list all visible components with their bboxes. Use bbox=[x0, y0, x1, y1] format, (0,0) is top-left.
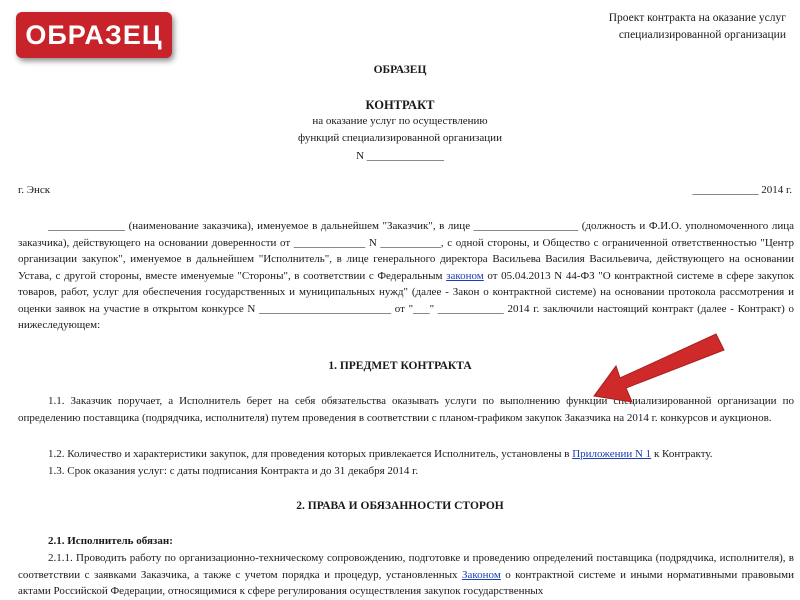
header-right: Проект контракта на оказание услуг специализированной организации bbox=[608, 12, 786, 41]
paragraph-2-1-1 bbox=[18, 550, 794, 600]
doc-title: КОНТРАКТ bbox=[365, 98, 435, 112]
doc-subtitle-2: функций специализированной организации bbox=[298, 132, 502, 144]
doc-subtitle-1: на оказание услуг по осуществлению bbox=[312, 115, 488, 127]
subsection-2-1: 2.1. Исполнитель обязан: bbox=[48, 535, 173, 547]
intro-paragraph bbox=[18, 218, 794, 334]
law-link[interactable]: законом bbox=[446, 269, 484, 282]
p1-2-text-1: 1.2. Количество и характеристики закупок, для проведения которых привлекается Исполнитель, установлены в bbox=[48, 448, 573, 460]
doc-label: ОБРАЗЕЦ bbox=[373, 64, 427, 76]
paragraph-1-2 bbox=[18, 446, 794, 463]
date-line: ____________ 2014 г. bbox=[692, 184, 792, 196]
intro-text-1: ______________ (наименование заказчика), именуемое в дальнейшем "Заказчик", в лице ___________________ (должность и Ф.И.О. уполномоченного лица заказчика), действующего на основании доверенности от _____________ N ___________, с одной стороны, и Общество с ограниченной ответственностью "Центр организации закупок", именуемое в дальнейшем "Исполнитель", в лице генерального директора Васильева Василия Васильевича, действующего на основании Устава, с другой стороны, вместе именуемые "Стороны", в соответствии с Федеральным bbox=[18, 220, 794, 282]
section-1-heading: 1. ПРЕДМЕТ КОНТРАКТА bbox=[328, 360, 472, 372]
red-arrow-icon bbox=[590, 330, 730, 410]
p2-1-1-text-2: о контрактной системе и иными нормативными правовыми актами Российской Федерации, относящимися к сфере регулирования осуществления закупок государственных bbox=[18, 568, 794, 597]
obrazets-stamp: ОБРАЗЕЦ bbox=[16, 12, 172, 58]
paragraph-1-1: 1.1. Заказчик поручает, а Исполнитель берет на себя обязательства оказывать услуги по выполнению функций специализированной организации по определению поставщика (подрядчика, исполнителя) путем проведения в соответствии с планом-графиком закупок Заказчика на 2014 г. конкурсов и аукционов. bbox=[18, 395, 794, 424]
law-link-2[interactable]: Законом bbox=[461, 568, 501, 581]
section-2-heading: 2. ПРАВА И ОБЯЗАННОСТИ СТОРОН bbox=[296, 500, 504, 512]
p2-1-1-text-1: 2.1.1. Проводить работу по организационно-техническому сопровождению, подготовке и проведению определений поставщика (подрядчика, исполнителя), в соответствии с заявками Заказчика, а также с учетом порядка и процедур, установленных bbox=[18, 552, 794, 581]
contract-number: N ______________ bbox=[356, 150, 444, 162]
paragraph-1-3: 1.3. Срок оказания услуг: с даты подписания Контракта и до 31 декабря 2014 г. bbox=[48, 465, 419, 477]
p1-2-text-2: к Контракту. bbox=[651, 448, 713, 460]
city: г. Энск bbox=[18, 184, 51, 196]
intro-text-2: от 05.04.2013 N 44-ФЗ "О контрактной системе в сфере закупок товаров, работ, услуг для обеспечения государственных и муниципальных нужд" (далее - Закон о контрактной системе) на основании протокола рассмотрения и оценки заявок на участие в открытом конкурсе N ________________________ от "___" ____________ 2014 г. заключили настоящий контракт (далее - Контракт) о нижеследующем: bbox=[18, 269, 794, 331]
appendix-link[interactable]: Приложении N 1 bbox=[572, 448, 652, 460]
